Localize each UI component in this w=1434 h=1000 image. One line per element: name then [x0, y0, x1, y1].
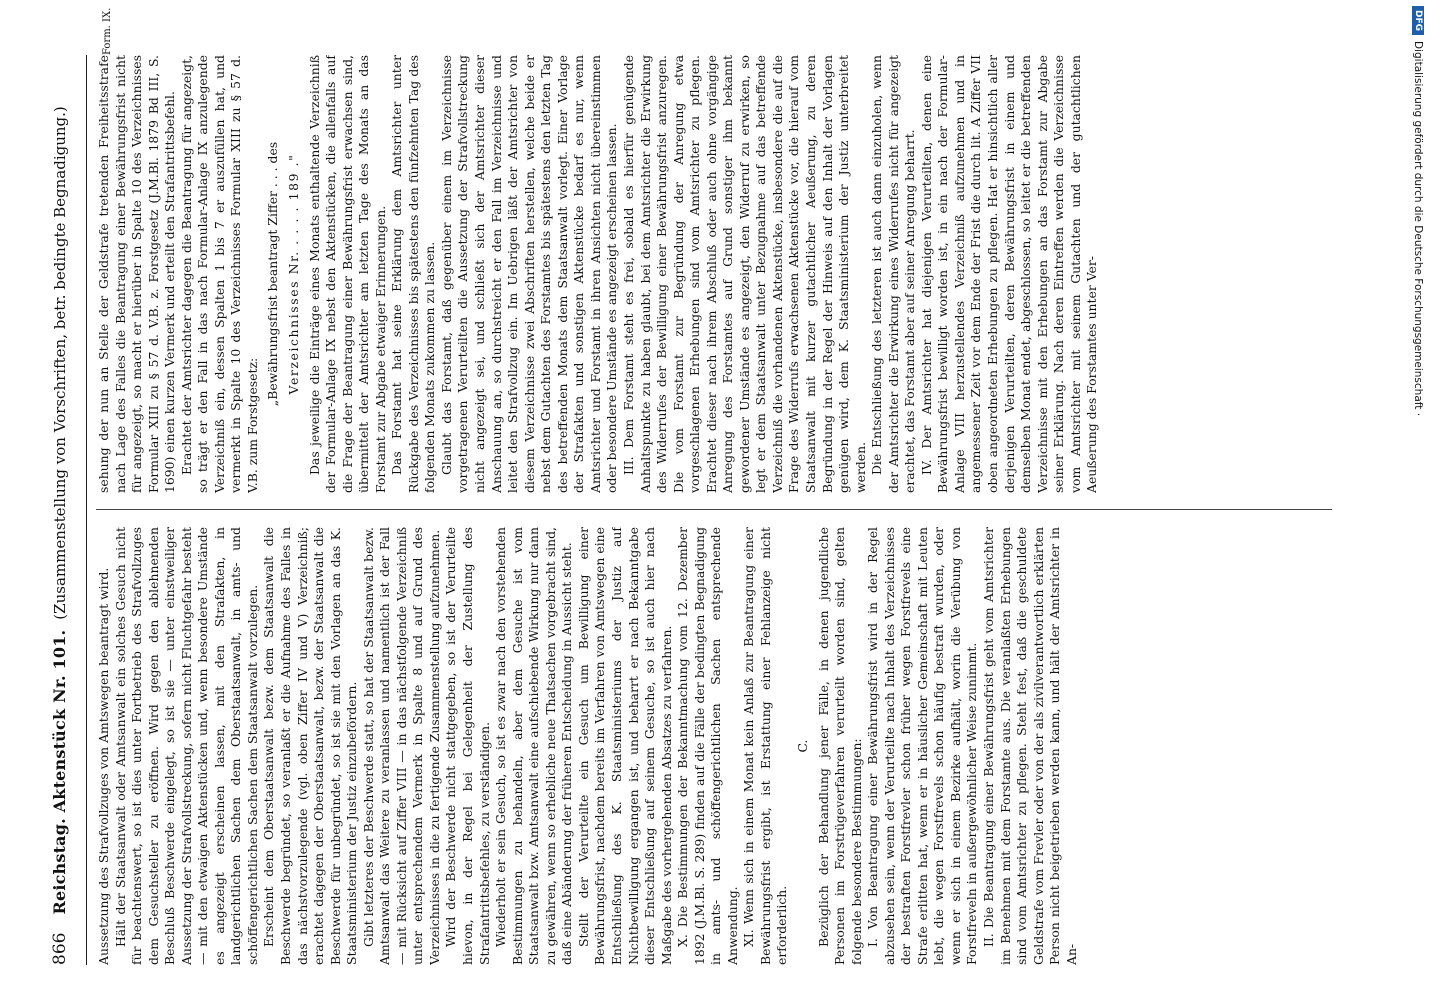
paragraph: IV. Der Amtsrichter hat diejenigen Verurteilten, denen eine Bewährungsfrist bewilligt worden ist, in ein nach der Formular-Anlage VIII herzustellendes Verzeichniß aufzunehmen und in angemessener Zeit vor dem Ende der Frist die durch lit. A Ziffer VII oben angeordneten Erhebungen zu pflegen. Hat er hinsichtlich aller derjenigen Verurteilten, deren Bewährungsfrist in einem und demselben Monat endet, abgeschlossen, so leitet er die betreffenden Verzeichnisse mit den Erhebungen an das Forstamt zur Abgabe seiner Erklärung. Nach deren Eintreffen werden die Verzeichnisse vom Amtsrichter mit seinem Gutachten und der gutachtlichen Aeußerung des Forstamtes unter Ver- [918, 55, 1100, 493]
paragraph: I. Von Beantragung einer Bewährungsfrist wird in der Regel abzusehen sein, wenn der Verurteilte nach Inhalt des Verzeichnisses der bestraften Forstfrevler schon früher wegen Forstfrevels eine Strafe erlitten hat, wenn er in häuslicher Gemeinschaft mit Leuten lebt, die wegen Forstfrevels schon häufig bestraft wurden, oder wenn er sich in einem Bezirke aufhält, worin die Verübung von Forstfreveln in außergewöhnlicher Weise zunimmt. [865, 527, 980, 965]
paragraph: Wiederholt er sein Gesuch, so ist es zwar nach den vorstehenden Bestimmungen zu behandeln, aber dem Gesuche ist vom Staatsanwalt bzw. Amtsanwalt eine aufschiebende Wirkung nur dann zu gewähren, wenn so erhebliche neue Thatsachen vorgebracht sind, daß eine Abänderung der früheren Entscheidung in Aussicht steht. [493, 527, 575, 965]
paragraph: XI. Wenn sich in einem Monat kein Anlaß zur Beantragung einer Bewährungsfrist ergibt, ist Erstattung einer Fehlanzeige nicht erforderlich. [741, 527, 790, 965]
paragraph: Bezüglich der Behandlung jener Fälle, in denen jugendliche Personen im Forstrügeverfahren verurteilt worden sind, gelten folgende besondere Bestimmungen: [815, 527, 864, 965]
paragraph: Gibt letzteres der Beschwerde statt, so hat der Staatsanwalt bezw. Amtsanwalt das Weitere zu veranlassen und namentlich ist der Fall — mit Rücksicht auf Ziffer VIII — in das nächstfolgende Verzeichniß unter entsprechendem Vermerk in Spalte 8 und auf Grund des Verzeichnisses in die zu fertigende Zusammenstellung aufzunehmen. [360, 527, 442, 965]
paragraph: Aussetzung des Strafvollzuges von Amtswegen beantragt wird. [96, 567, 111, 965]
digitization-credit [1412, 6, 1424, 416]
quote-line: „Bewährungsfrist beantragt Ziffer . . . des [265, 141, 281, 407]
paragraph: Erscheint dem Oberstaatsanwalt bezw. dem Staatsanwalt die Beschwerde begründet, so veranlaßt er die Aufnahme des Falles in das nächstvorzulegende (vgl. oben Ziffer IV und V) Verzeichniß; erachtet dagegen der Oberstaatsanwalt, bezw. der Staatsanwalt die Beschwerde für unbegründet, so ist sie mit den Vorlagen an das K. Staatsministerium der Justiz einzubefördern. [261, 527, 360, 965]
credit-text: Digitalisierung gefördert durch die Deutsche Forschungsgemeinschaft · [1412, 41, 1424, 417]
page-number: 866 [50, 932, 70, 965]
paragraph: Das jeweilige die Einträge eines Monats enthaltende Verzeichniß der Formular-Anlage IX nebst den Aktenstücken, die allenfalls auf die Frage der Beantragung einer Bewährungsfrist erwachsen sind, übermittelt der Amtsrichter am letzten Tage des Monats an das Forstamt zur Abgabe etwaiger Erinnerungen. [306, 55, 388, 493]
quote-line: Verzeichnisses Nr. . . . . 189 ." [286, 153, 302, 395]
page-header [50, 55, 87, 965]
section-heading: C. [794, 739, 810, 753]
paragraph: X. Die Bestimmungen der Bekanntmachung vom 12. Dezember 1892 (J.M.Bl. S. 289) finden auf die Fälle der bedingten Begnadigung in amts- und schöffengerichtlichen Sachen entsprechende Anwendung. [675, 527, 740, 965]
page-title: Reichstag. Aktenstück Nr. 101. [50, 629, 69, 915]
column-divider [96, 509, 1332, 510]
margin-note: Form. IX. [102, 7, 113, 55]
paragraph: Stellt der Verurteilte ein Gesuch um Bewilligung einer Bewährungsfrist, nachdem bereits im Verfahren von Amtswegen eine Entschließung des K. Staatsministeriums der Justiz auf Nichtbewilligung ergangen ist, und beharrt er nach Bekanntgabe dieser Entschließung auf seinem Gesuche, so ist auch hier nach Maßgabe des vorhergehenden Absatzes zu verfahren. [575, 527, 674, 965]
paragraph: Hält der Staatsanwalt oder Amtsanwalt ein solches Gesuch nicht für beachtenswert, so ist dies unter Fortbetrieb des Strafvollzuges dem Gesuchsteller zu eröffnen. Wird gegen den ablehnenden Beschluß Beschwerde eingelegt, so ist sie — unter einstweiliger Aussetzung der Strafvollstreckung, sofern nicht Fluchtgefahr besteht — mit den etwaigen Aktenstücken und, wenn besondere Umstände es angezeigt erscheinen lassen, mit den Strafakten, in landgerichtlichen Sachen dem Oberstaatsanwalt, in amts- und schöffengerichtlichen Sachen dem Staatsanwalt vorzulegen. [112, 527, 260, 965]
dfg-logo: DFG [1412, 6, 1424, 35]
paragraph: Wird der Beschwerde nicht stattgegeben, so ist der Verurteilte hievon, in der Regel bei Gelegenheit der Zustellung des Strafantrittsbefehles, zu verständigen. [443, 527, 492, 965]
paragraph: Das Forstamt hat seine Erklärung dem Amtsrichter unter Rückgabe des Verzeichnisses bis spätestens den fünfzehnten Tag des folgenden Monats zukommen zu lassen. [389, 55, 438, 493]
paragraph: sehung der nun an Stelle der Geldstrafe tretenden Freiheitsstrafe nach Lage des Falles die Beantragung einer Bewährungsfrist nicht für angezeigt, so macht er hierüber in Spalte 10 des Verzeichnisses Formular XIII zu § 57 d. V.B. z. Forstgesetz (J.M.Bl. 1879 Bd III, S. 1690) einen kurzen Vermerk und erteilt den Strafantrittsbefehl. [96, 55, 178, 493]
document-page [50, 7, 1340, 965]
paragraph: Die Entschließung des letzteren ist auch dann einzuholen, wenn der Amtsrichter die Erwirkung eines Widerrufes nicht für angezeigt erachtet, das Forstamt aber auf seiner Anregung beharrt. [869, 55, 918, 493]
paragraph: Erachtet der Amtsrichter dagegen die Beantragung für angezeigt, so trägt er den Fall in das nach Formular-Anlage IX anzulegende Verzeichniß ein, dessen Spalten 1 bis 7 er auszufüllen hat, und vermerkt in Spalte 10 des Verzeichnisses Formular XIII zu § 57 d. V.B. zum Forstgesetz: [178, 55, 260, 493]
paragraph: Glaubt das Forstamt, daß gegenüber einem im Verzeichnisse vorgetragenen Verurteilten die Aussetzung der Strafvollstreckung nicht angezeigt sei, und schließt sich der Amtsrichter dieser Anschauung an, so durchstreicht er den Fall im Verzeichnisse und leitet den Strafvollzug ein. Im Uebrigen läßt der Amtsrichter von diesem Verzeichnisse zwei Abschriften herstellen, welche beide er nebst dem Gutachten des Forstamtes bis spätestens den letzten Tag des betreffenden Monats dem Staatsanwalt vorlegt. Einer Vorlage der Strafakten und sonstigen Aktenstücke bedarf es nur, wenn Amtsrichter und Forstamt in ihren Ansichten nicht übereinstimmen oder besondere Umstände es angezeigt erscheinen lassen. [438, 55, 620, 493]
paragraph: III. Dem Forstamt steht es frei, sobald es hierfür genügende Anhaltspunkte zu haben glaubt, bei dem Amtsrichter die Erwirkung des Widerrufes der Bewilligung einer Bewährungsfrist anzuregen. Die vom Forstamt zur Begründung der Anregung etwa vorgeschlagenen Erhebungen sind vom Amtsrichter zu pflegen. Erachtet dieser nach ihrem Abschluß oder auch ohne vorgängige Anregung des Forstamtes auf Grund sonstiger ihm bekannt gewordener Umstände es angezeigt, den Widerruf zu erwirken, so legt er dem Staatsanwalt unter Bezugnahme auf das betreffende Verzeichniß die vorhandenen Aktenstücke, insbesondere die auf die Frage des Widerrufs erwachsenen Aktenstücke vor, die hierauf vom Staatsanwalt mit kurzer gutachtlicher Aeußerung, zu deren Begründung in der Regel der Hinweis auf den Inhalt der Vorlagen genügen wird, dem K. Staatsministerium der Justiz unterbreitet werden. [620, 55, 868, 493]
left-column [96, 527, 1332, 965]
right-column [96, 55, 1332, 493]
page-subtitle: (Zusammenstellung von Vorschriften, betr. bedingte Begnadigung.) [51, 106, 69, 620]
paragraph: II. Die Beantragung einer Bewährungsfrist geht vom Amtsrichter im Benehmen mit dem Forstamte aus. Die veranlaßten Erhebungen sind vom Amtsrichter zu pflegen. Steht fest, daß die geschuldete Geldstrafe vom Frevler oder von der als zivilverantwortlich erklärten Person nicht beigetrieben werden kann, und hält der Amtsrichter in An- [980, 527, 1079, 965]
